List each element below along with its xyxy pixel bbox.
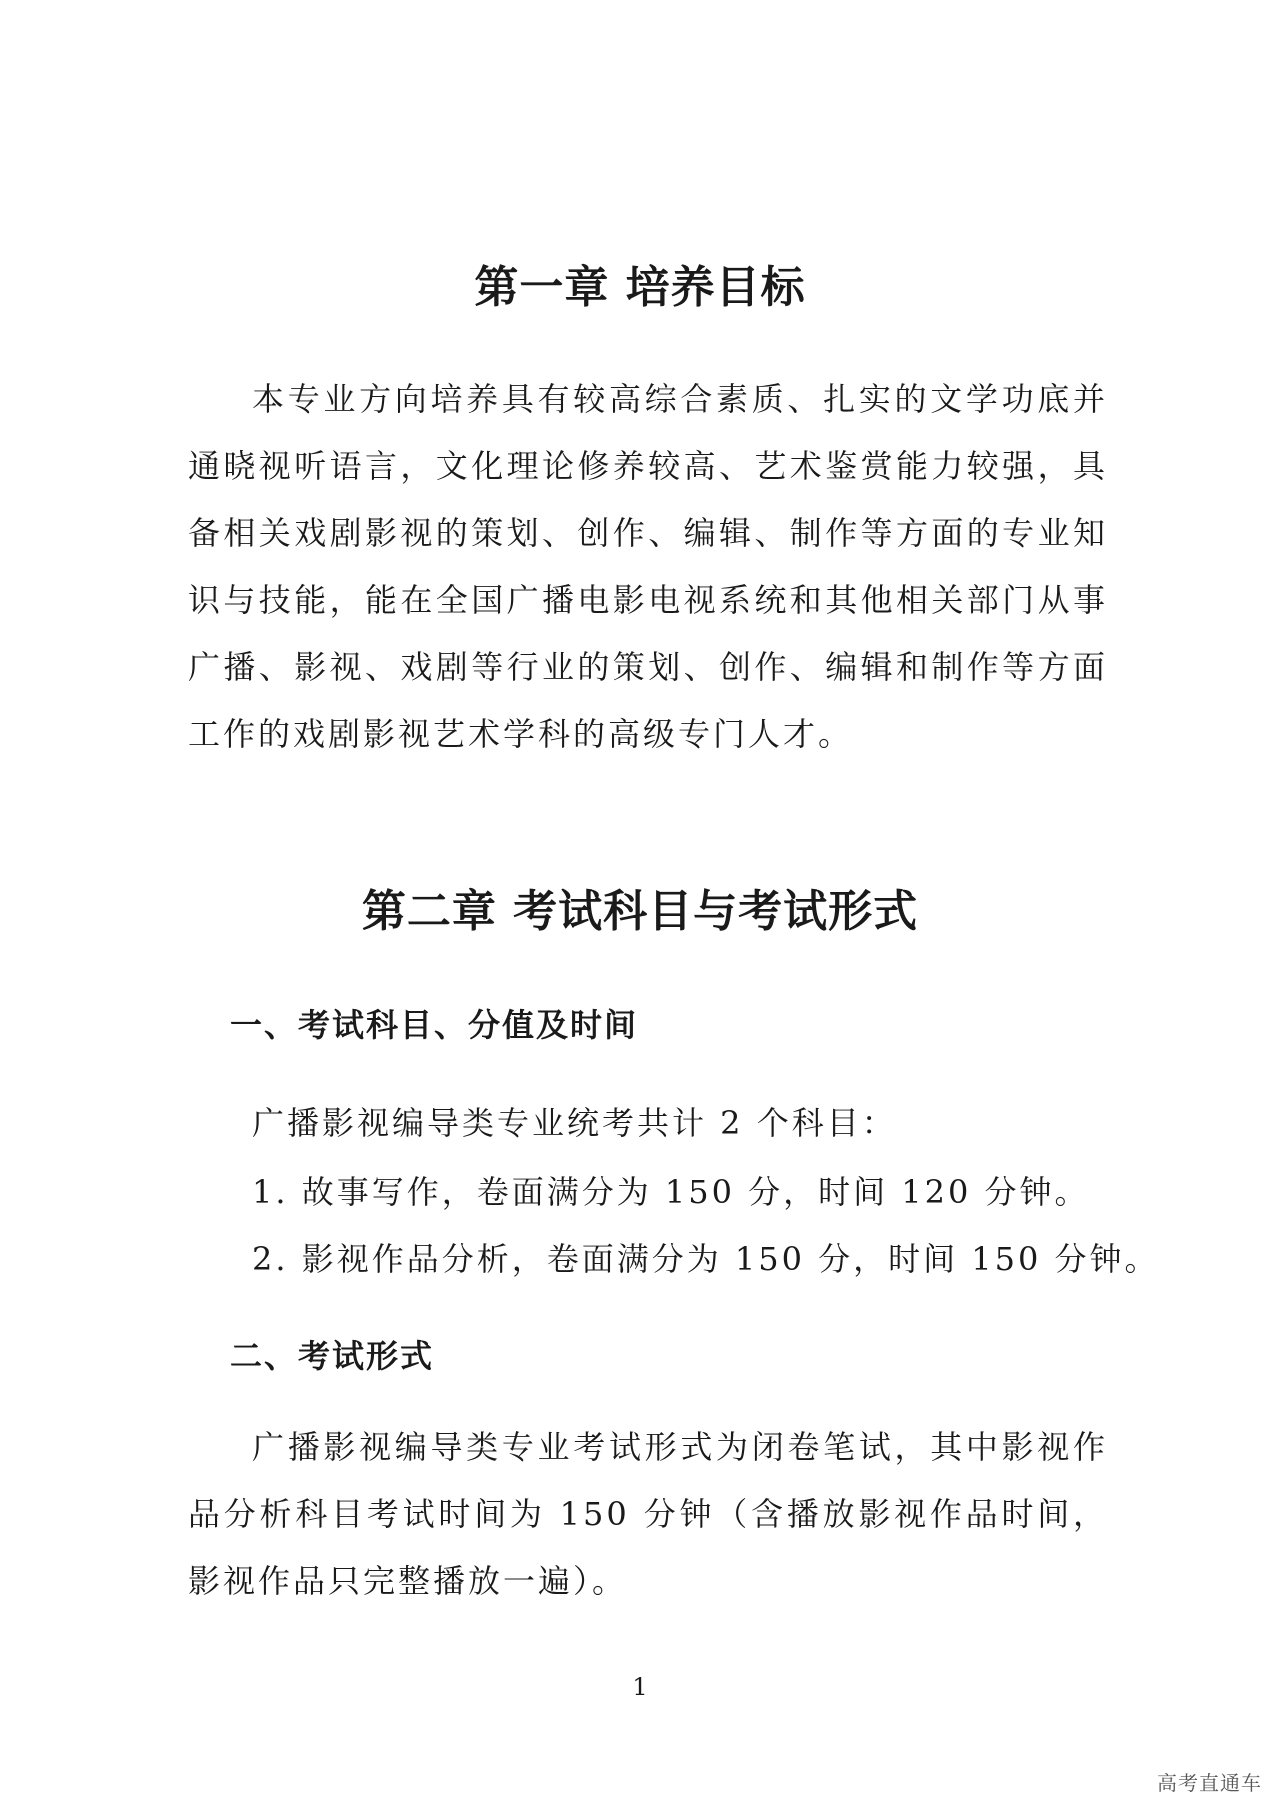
section-1-intro: 广播影视编导类专业统考共计 2 个科目： xyxy=(252,1104,897,1142)
page-number: 1 xyxy=(632,1673,648,1701)
section-1-heading: 一、考试科目、分值及时间 xyxy=(230,1006,639,1044)
chapter-1-paragraph: 本专业方向培养具有较高综合素质、扎实的文学功底并通晓视听语言，文化理论修养较高、艺术鉴赏能力较强，具备相关戏剧影视的策划、创作、编辑、制作等方面的专业知识与技能，能在全国广播电影电视系统和其他相关部门从事广播、影视、戏剧等行业的策划、创作、编辑和制作等方面工作的戏剧影视艺术学科的高级专门人才。 xyxy=(188,380,1108,753)
section-2-paragraph: 广播影视编导类专业考试形式为闭卷笔试，其中影视作品分析科目考试时间为 150 分钟（含播放影视作品时间，影视作品只完整播放一遍）。 xyxy=(188,1428,1108,1600)
exam-item-1: 1. 故事写作，卷面满分为 150 分，时间 120 分钟。 xyxy=(252,1173,1090,1211)
exam-item-2: 2. 影视作品分析，卷面满分为 150 分，时间 150 分钟。 xyxy=(252,1240,1160,1278)
section-2-heading: 二、考试形式 xyxy=(230,1337,435,1375)
watermark-text: 高考直通车 xyxy=(1157,1771,1262,1795)
chapter-2-title: 第二章 考试科目与考试形式 xyxy=(361,886,919,937)
chapter-1-title: 第一章 培养目标 xyxy=(474,262,806,313)
